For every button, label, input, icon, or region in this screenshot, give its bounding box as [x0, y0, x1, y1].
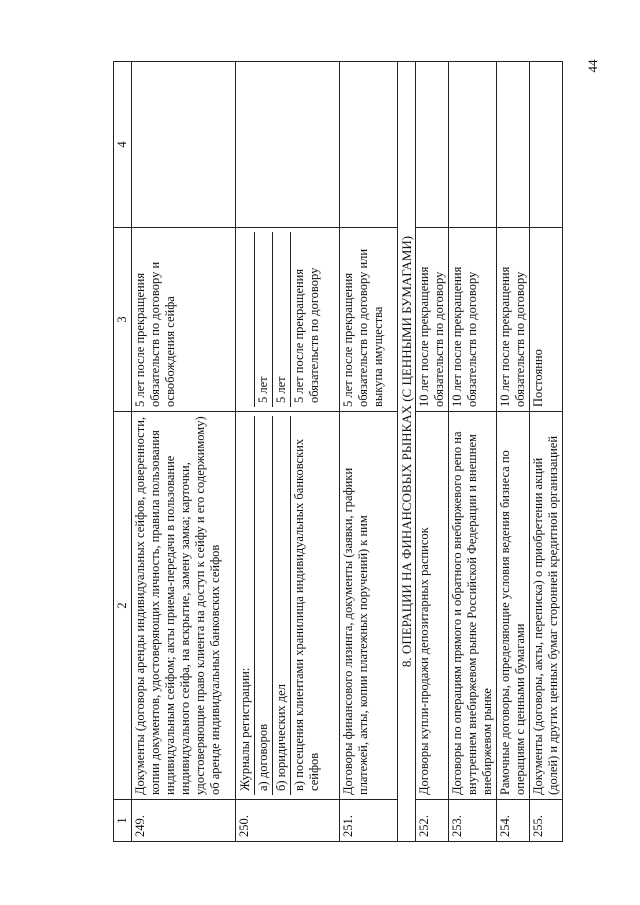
row-number: 249.	[132, 800, 236, 842]
table-row	[236, 62, 340, 842]
row-250-b: б) юридических дел	[272, 416, 290, 795]
table-row	[132, 62, 236, 842]
row-250-c: в) посещения клиентами хранилища индивидуальных банковских сейфов	[290, 416, 338, 795]
table-row	[449, 62, 497, 842]
row-number: 254.	[497, 800, 530, 842]
row-retention-term: 10 лет после прекращения обязательств по договору	[497, 228, 530, 412]
row-retention-term: 10 лет после прекращения обязательств по договору	[416, 228, 449, 412]
row-number: 255.	[530, 800, 563, 842]
row-note	[340, 62, 398, 228]
row-description: Документы (договоры аренды индивидуальных сейфов, доверенности, копии документов, удостоверяющих личность, правила пользования индивидуальным сейфом; акты приема-передачи в пользование индивидуального сейфа, на вскрытие, замену замка; карточки, удостоверяющие право клиента на доступ к сейфу и его содержимому) об аренде индивидуальных банковских сейфов	[132, 412, 236, 800]
table-row	[340, 62, 398, 842]
row-description: Договоры финансового лизинга, документы (заявки, графики платежей, акты, копии платежных поручений) к ним	[340, 412, 398, 800]
section-row	[398, 62, 416, 842]
row-250-c-term: 5 лет после прекращения обязательств по договору	[290, 232, 338, 407]
header-col-4: 4	[114, 62, 132, 228]
row-250-a-term: 5 лет	[254, 232, 272, 407]
row-250-title-term	[237, 232, 254, 407]
row-description: Договоры купли-продажи депозитарных расписок	[416, 412, 449, 800]
header-col-2: 2	[114, 412, 132, 800]
row-250-b-term: 5 лет	[272, 232, 290, 407]
records-retention-table	[113, 61, 563, 842]
section-heading: 8. ОПЕРАЦИИ НА ФИНАНСОВЫХ РЫНКАХ (С ЦЕННЫМИ БУМАГАМИ)	[398, 62, 416, 842]
row-note	[416, 62, 449, 228]
header-col-3: 3	[114, 228, 132, 412]
row-note	[530, 62, 563, 228]
row-250-title: Журналы регистрации:	[238, 667, 252, 791]
header-col-1: 1	[114, 800, 132, 842]
row-number: 250.	[236, 800, 340, 842]
row-250-a: а) договоров	[254, 416, 272, 795]
row-number: 253.	[449, 800, 497, 842]
table-row	[416, 62, 449, 842]
row-number: 252.	[416, 800, 449, 842]
header-row	[114, 62, 132, 842]
row-note	[449, 62, 497, 228]
row-retention-term: Постоянно	[530, 228, 563, 412]
row-retention-term	[236, 228, 340, 412]
row-description	[236, 412, 340, 800]
row-note	[497, 62, 530, 228]
row-description: Договоры по операциям прямого и обратного внебиржевого репо на внутреннем внебиржевом рынке Российской Федерации и внешнем внебиржевом рынке	[449, 412, 497, 800]
row-retention-term: 10 лет после прекращения обязательств по договору	[449, 228, 497, 412]
rotated-table-frame	[113, 62, 560, 842]
table-row	[530, 62, 563, 842]
row-number: 251.	[340, 800, 398, 842]
row-note	[236, 62, 340, 228]
row-note	[132, 62, 236, 228]
table-row	[497, 62, 530, 842]
row-description: Рамочные договоры, определяющие условия ведения бизнеса по операциям с ценными бумагами	[497, 412, 530, 800]
row-retention-term: 5 лет после прекращения обязательств по договору и освобождения сейфа	[132, 228, 236, 412]
page-number: 44	[585, 59, 600, 73]
row-retention-term: 5 лет после прекращения обязательств по договору или выкупа имущества	[340, 228, 398, 412]
row-description: Документы (договоры, акты, переписка) о приобретении акций (долей) и других ценных бумаг сторонней кредитной организацией	[530, 412, 563, 800]
